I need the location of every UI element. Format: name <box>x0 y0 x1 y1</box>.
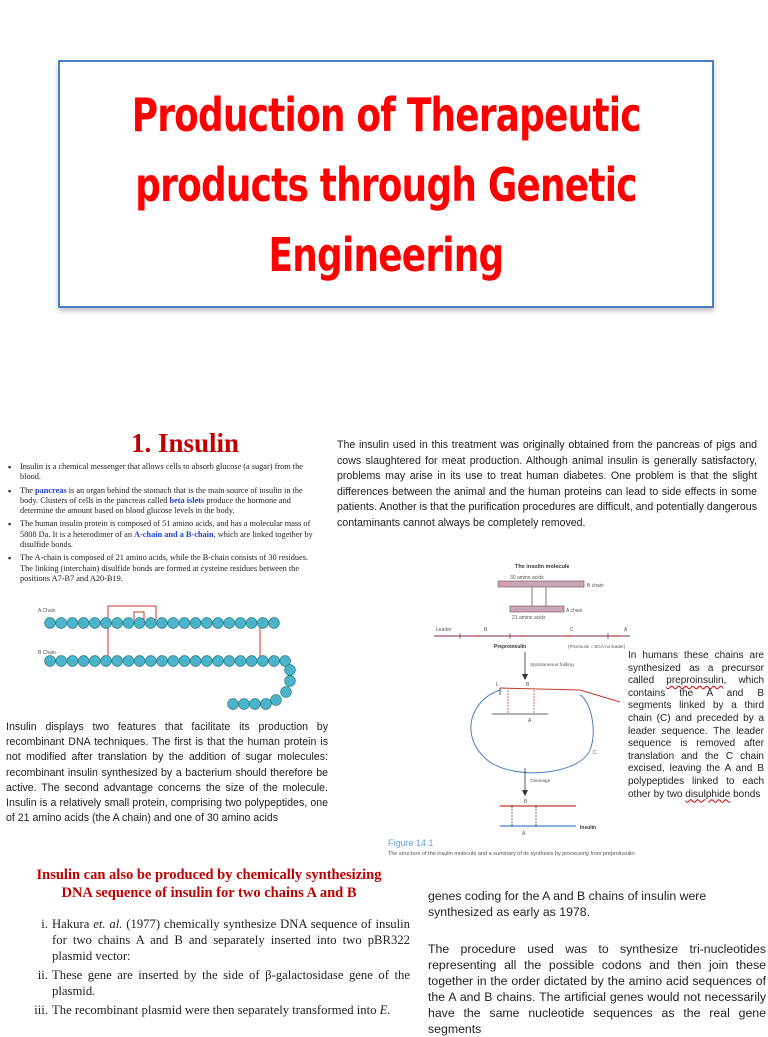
list-item <box>8 916 410 964</box>
amino-acid-residue <box>56 618 67 629</box>
amino-acid-residue <box>190 618 201 629</box>
amino-acid-residue <box>179 618 190 629</box>
amino-acid-residue <box>261 699 272 710</box>
amino-acid-residue <box>78 656 89 667</box>
amino-acid-residue <box>285 676 296 687</box>
b-chain-label: B chain <box>587 583 604 589</box>
amino-acid-residue <box>257 656 268 667</box>
amino-acid-residue <box>67 618 78 629</box>
amino-acid-residue <box>78 618 89 629</box>
amino-acid-residue <box>201 618 212 629</box>
genes-paragraph: genes coding for the A and B chains of insulin were synthesized as early as 1978. <box>428 889 707 919</box>
seg-c-label: C <box>570 627 574 633</box>
amino-acid-residue <box>271 695 282 706</box>
amino-acid-residue <box>89 618 100 629</box>
left-paragraph: Insulin displays two features that facilitate its production by recombinant DNA techniques. The first is that the human protein is not modified after translation by the addition of sugar molecules: recombinant insulin synthesized by a bacterium should therefore be active. The second advantage concerns the size of the molecule. Insulin is a relatively small protein, comprising two polypeptides, one of 21 amino acids (the A chain) and one of 30 amino acids <box>6 721 328 825</box>
proinsulin-note: (Proinsulin = BCA-no leader) <box>568 644 626 649</box>
page-title <box>132 80 641 290</box>
amino-acid-residue <box>190 656 201 667</box>
insulin-chain-diagram <box>38 598 298 710</box>
a-chain-label: A chain <box>566 608 583 614</box>
loop-b-label: B <box>526 682 530 688</box>
list-text-italic: E. <box>379 1003 391 1017</box>
seg-a-label: A <box>624 627 628 633</box>
loop-c-label: C <box>593 750 597 756</box>
seg-b-label: B <box>484 627 488 633</box>
amino-acid-residue <box>157 656 168 667</box>
side-text <box>628 650 764 801</box>
b-chain-bar <box>498 581 584 587</box>
amino21-label: 21 amino acids <box>512 615 546 621</box>
leader-label: Leader <box>436 627 452 633</box>
molecule-title: The insulin molecule <box>515 564 570 570</box>
bullet-item <box>6 553 318 584</box>
amino-acid-residue <box>123 656 134 667</box>
amino-acid-residue <box>179 656 190 667</box>
amino-acid-residue <box>101 618 112 629</box>
procedure-paragraph: The procedure used was to synthesize tri-nucleotides representing all the possible codons and then join these together in the order dictated by the amino acid sequences of the A and B chains. The artificial genes would not necessarily have the same nucleotide sequences as the real gene segments <box>428 942 766 1036</box>
bullet-text: The human insulin protein is composed of 51 amino acids, and has a molecular mass of 5808 Da. It is a heterodimer of an <box>20 519 311 539</box>
side-text-part: , which contains the A and B segments linked by a third chain (C) and preceded by a leader sequence. The leader sequence is removed after translation and the C chain excised, leaving the A and B polypeptides linked to each other by two <box>628 675 765 800</box>
figure-caption-text: The structure of the insulin molecule and a summary of its synthesis by processing from preproinsulin. <box>388 851 636 857</box>
bullet-item <box>6 519 318 550</box>
disulfide-bonds <box>108 606 260 658</box>
chem-synthesis-heading <box>4 866 414 902</box>
amino-acid-residue <box>228 699 239 710</box>
bullet-text: produce the hormone and determine the amount based on blood glucose levels in the body. <box>20 495 291 516</box>
amino-acid-residue <box>112 656 123 667</box>
amino-acid-residue <box>269 618 280 629</box>
loop-a-label: A <box>528 718 532 724</box>
amino-acid-residue <box>168 656 179 667</box>
amino-acid-residue <box>201 656 212 667</box>
bullet-item <box>6 486 318 517</box>
beta-islets-term: beta islets <box>169 495 205 505</box>
amino30-label: 30 amino acids <box>510 575 544 581</box>
chem-synthesis-list <box>8 916 410 1021</box>
bullet-text: is an organ behind the stomach that is the main source of insulin in the body. Clusters of cells in the pancreas called <box>20 485 303 505</box>
amino-acid-residue <box>239 699 250 710</box>
bullet-item <box>6 462 318 483</box>
bullet-text: The A-chain is composed of 21 amino acids, while the B-chain consists of 30 residues. The linking (interchain) disulfide bonds are formed at cysteine residues between the positions A7-B7 and A20-B19. <box>20 553 309 583</box>
list-text-italic: et. al. <box>93 917 123 931</box>
amino-acid-residue <box>213 656 224 667</box>
preproinsulin-label: Preproinsulin <box>494 644 527 650</box>
title-line-3: Engineering <box>268 228 504 282</box>
final-a-label: A <box>522 831 526 837</box>
chains-term: A-chain and a B-chain <box>134 529 214 539</box>
side-text-part: In humans these chains are synthesized as a precursor called <box>628 650 764 687</box>
amino-acid-residue <box>56 656 67 667</box>
amino-acid-residue <box>134 656 145 667</box>
amino-acid-residue <box>235 656 246 667</box>
title-line-2: products through Genetic <box>135 158 637 212</box>
insulin-heading: 1. Insulin <box>130 428 240 458</box>
title-box <box>58 60 714 308</box>
spontaneous-label: Spontaneous folding <box>530 663 574 668</box>
amino-acid-residue <box>235 618 246 629</box>
insulin-synthesis-figure <box>430 560 630 838</box>
insulin-bullets <box>6 462 318 587</box>
title-line-1: Production of Therapeutic <box>131 88 641 142</box>
amino-acid-residue <box>112 618 123 629</box>
list-item <box>8 967 410 999</box>
side-text-part: bonds <box>730 788 761 800</box>
amino-acid-residue <box>250 699 261 710</box>
list-text: These gene are inserted by the side of β-galactosidase gene of the plasmid. <box>52 968 410 998</box>
chem-heading-line-1: Insulin can also be produced by chemically synthesizing <box>36 867 382 883</box>
disulphide-term: disulphide <box>685 788 731 800</box>
chain-a-residues <box>45 618 280 629</box>
chem-heading-line-2: DNA sequence of insulin for two chains A and B <box>61 885 357 901</box>
amino-acid-residue <box>67 656 78 667</box>
list-number: i. <box>41 917 48 931</box>
chain-b-residues <box>45 656 296 710</box>
amino-acid-residue <box>145 618 156 629</box>
amino-acid-residue <box>269 656 280 667</box>
amino-acid-residue <box>157 618 168 629</box>
amino-acid-residue <box>89 656 100 667</box>
amino-acid-residue <box>213 618 224 629</box>
final-b-label: B <box>524 799 528 805</box>
amino-acid-residue <box>257 618 268 629</box>
amino-acid-residue <box>45 618 56 629</box>
cleavage-label: Cleavage <box>530 779 551 784</box>
list-number: iii. <box>34 1003 48 1017</box>
amino-acid-residue <box>134 618 145 629</box>
amino-acid-residue <box>281 687 292 698</box>
a-chain-bar <box>510 606 564 612</box>
list-text: Hakura <box>52 917 94 931</box>
amino-acid-residue <box>123 618 134 629</box>
loop-l-label: L <box>496 682 499 688</box>
list-text: The recombinant plasmid were then separately transformed into <box>52 1003 380 1017</box>
figure-caption-label: Figure 14.1 <box>388 838 434 848</box>
bullet-text: , which are linked together by disulfide bonds. <box>20 529 313 550</box>
right-paragraph: The insulin used in this treatment was originally obtained from the pancreas of pigs and cows slaughtered for meat production. Although animal insulin is generally satisfactory, problems may arise in its use to treat human diabetes. One problem is that the slight differences between the animal and the human proteins can lead to side effects in some patients. Another is that the purification procedures are difficult, and potentially dangerous contaminants cannot always be completely removed. <box>337 439 757 529</box>
list-number: ii. <box>37 968 48 982</box>
chain-a-label: A Chain <box>38 608 56 614</box>
insulin-label: Insulin <box>580 825 597 831</box>
list-text: (1977) chemically synthesize DNA sequence of insulin for two chains A and B and separately inserted into two pBR322 plasmid vector: <box>52 917 411 963</box>
chain-b-label: B Chain <box>38 650 56 656</box>
amino-acid-residue <box>285 665 296 676</box>
amino-acid-residue <box>101 656 112 667</box>
bullet-text: The <box>20 485 35 495</box>
pancreas-term: pancreas <box>34 485 67 495</box>
amino-acid-residue <box>246 656 257 667</box>
list-item <box>8 1002 410 1018</box>
preproinsulin-term: preproinsulin <box>666 675 724 687</box>
amino-acid-residue <box>224 618 235 629</box>
amino-acid-residue <box>224 656 235 667</box>
bullet-text: Insulin is a chemical messenger that allows cells to absorb glucose (a sugar) from the blood. <box>20 462 303 482</box>
amino-acid-residue <box>246 618 257 629</box>
amino-acid-residue <box>168 618 179 629</box>
amino-acid-residue <box>45 656 56 667</box>
amino-acid-residue <box>145 656 156 667</box>
